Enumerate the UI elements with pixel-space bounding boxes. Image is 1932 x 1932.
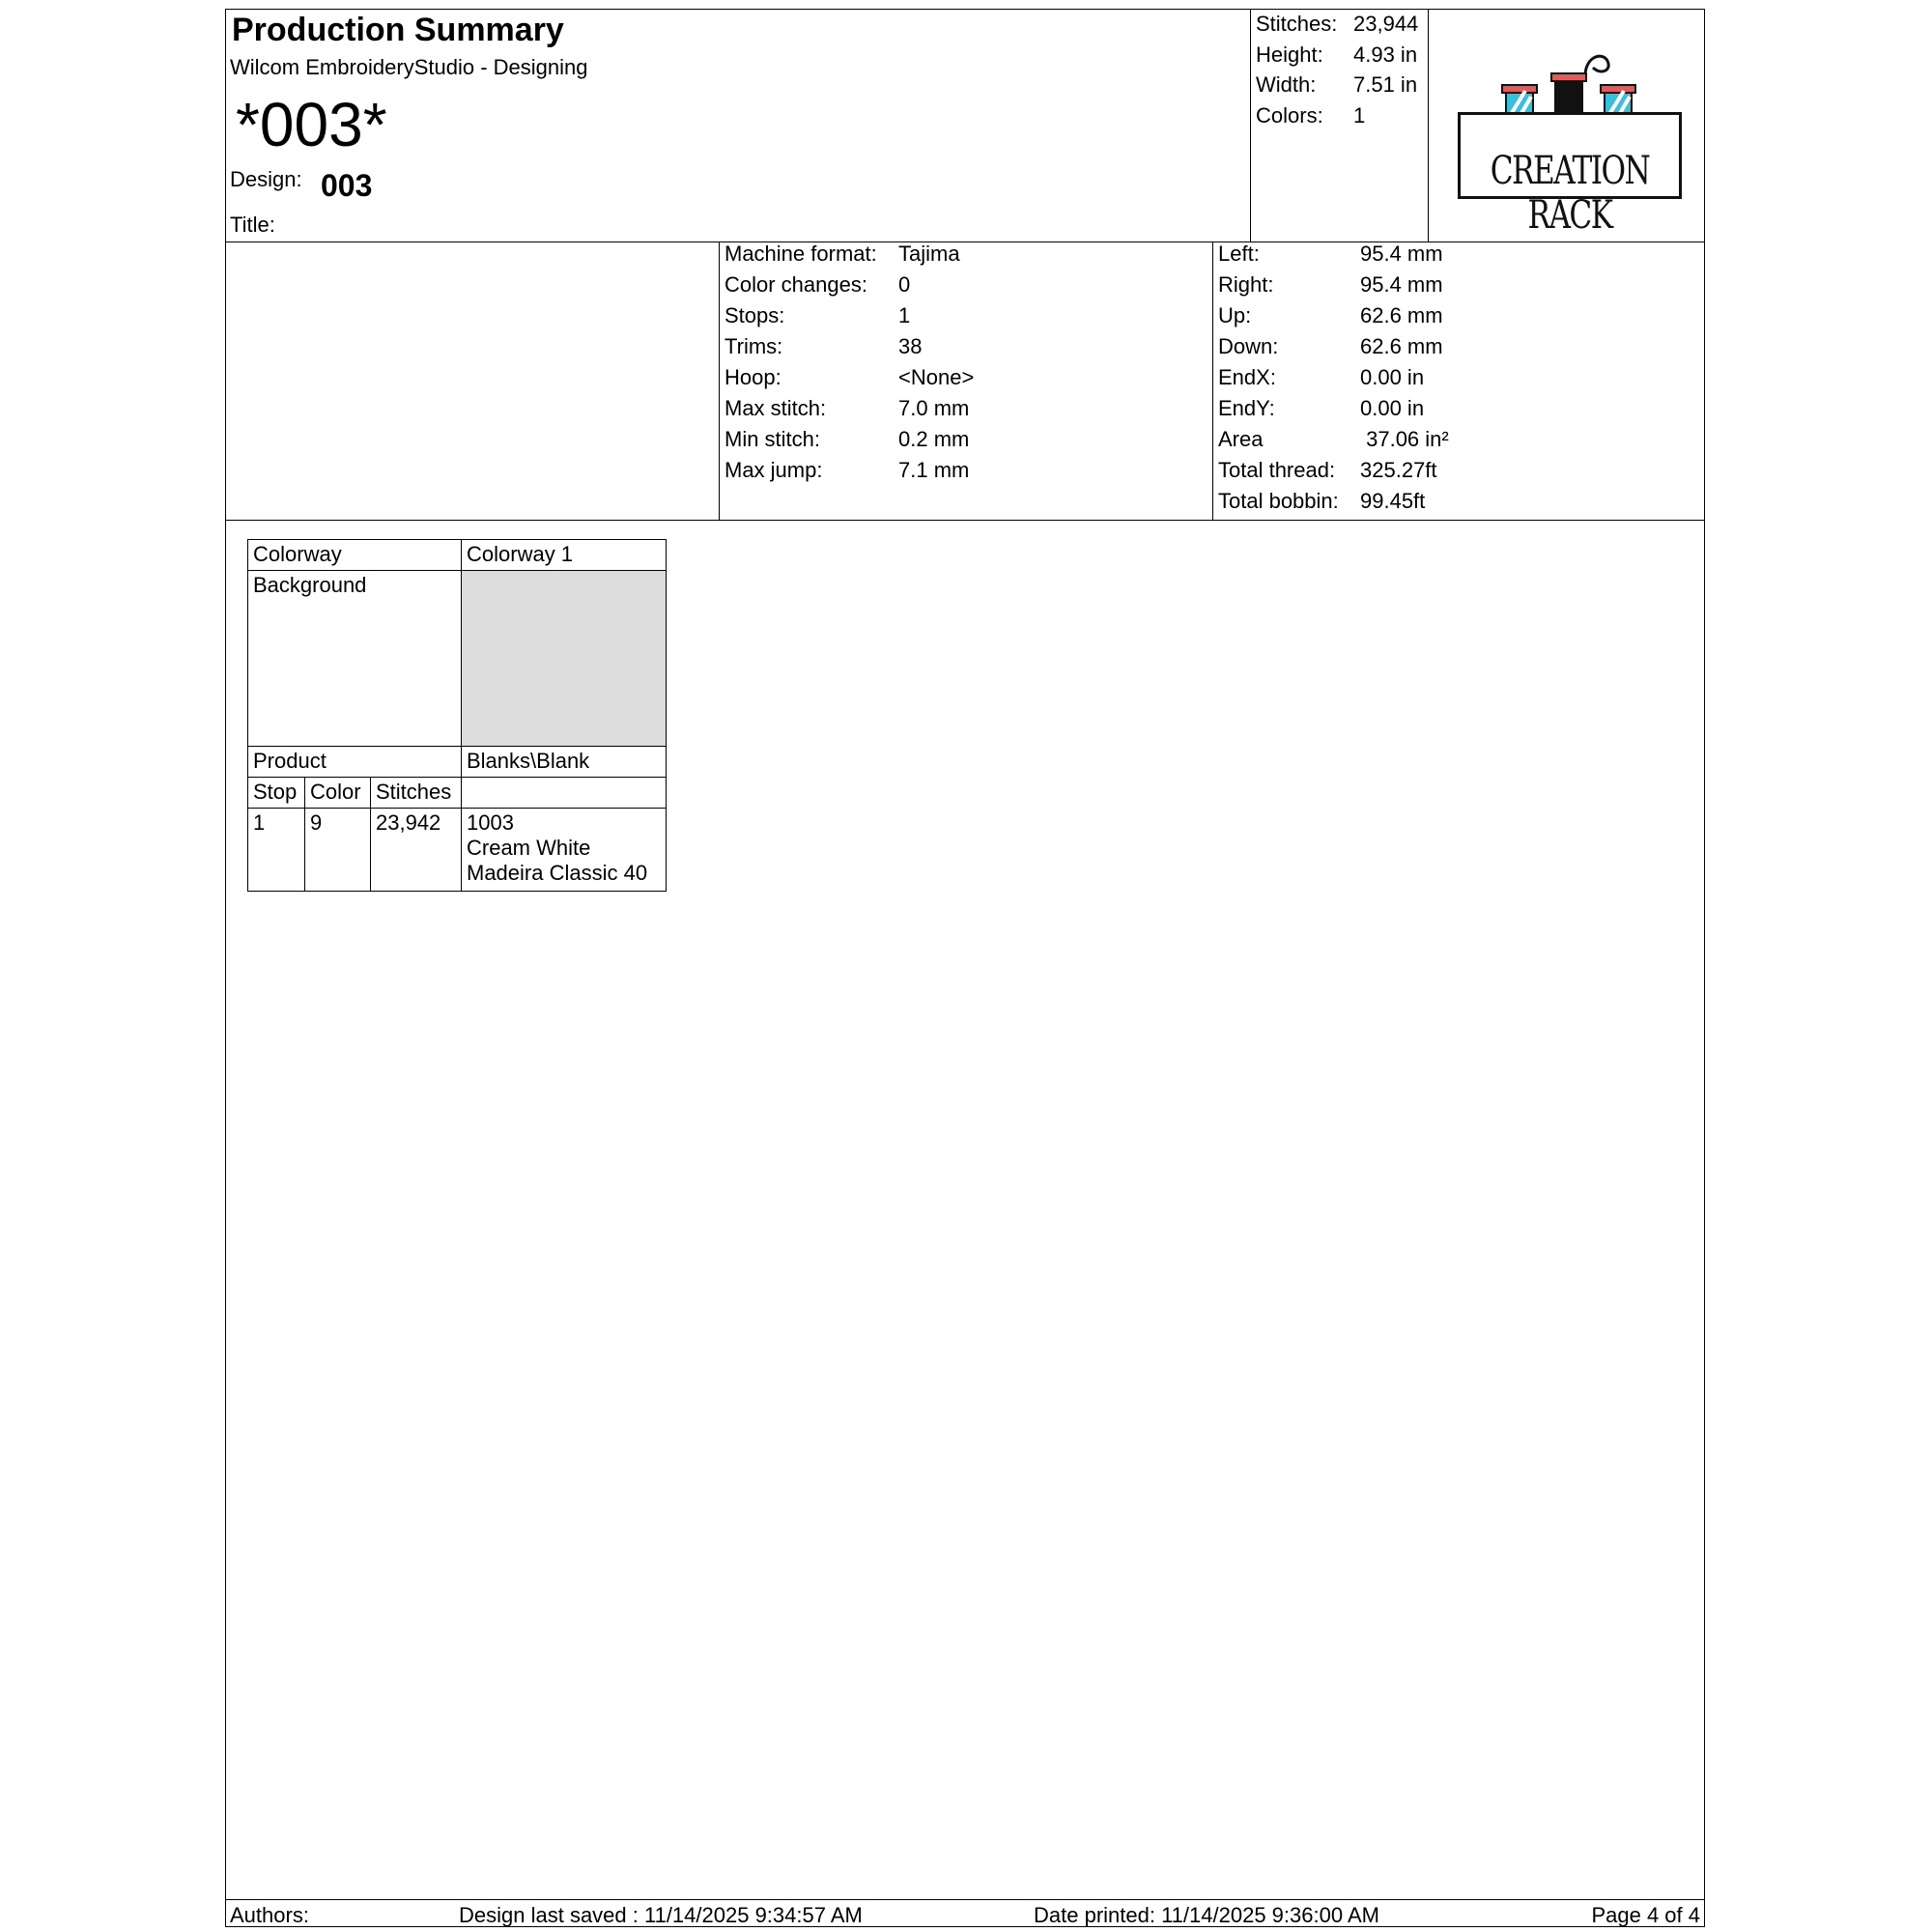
max-stitch-label: Max stitch: bbox=[724, 396, 827, 420]
divider bbox=[719, 242, 720, 520]
logo-text: CREATION RACK bbox=[1490, 149, 1650, 238]
machine-format-value: Tajima bbox=[898, 242, 960, 266]
thread-code: 1003 bbox=[467, 810, 514, 835]
min-stitch-label: Min stitch: bbox=[724, 427, 821, 451]
creation-rack-logo bbox=[1448, 46, 1690, 238]
software-name: Wilcom EmbroideryStudio - Designing bbox=[230, 55, 588, 79]
design-preview bbox=[245, 261, 699, 502]
endy-value: 0.00 in bbox=[1360, 396, 1425, 420]
column-header-color: Color bbox=[305, 778, 371, 809]
right-value: 95.4 mm bbox=[1360, 272, 1443, 297]
endy-label: EndY: bbox=[1218, 396, 1275, 420]
max-jump-value: 7.1 mm bbox=[898, 458, 970, 482]
product-value: Blanks\Blank bbox=[462, 747, 667, 778]
divider bbox=[226, 520, 1704, 521]
max-stitch-value: 7.0 mm bbox=[898, 396, 970, 420]
thread-brand: Madeira Classic 40 bbox=[467, 861, 648, 885]
left-label: Left: bbox=[1218, 242, 1260, 266]
trims-label: Trims: bbox=[724, 334, 783, 358]
footer-divider bbox=[226, 1899, 1704, 1900]
stitches-value: 23,944 bbox=[1353, 12, 1419, 36]
width-value: 7.51 in bbox=[1353, 72, 1418, 97]
date-printed: Date printed: 11/14/2025 9:36:00 AM bbox=[1034, 1903, 1379, 1927]
colors-label: Colors: bbox=[1256, 103, 1323, 128]
up-label: Up: bbox=[1218, 303, 1252, 327]
width-label: Width: bbox=[1256, 72, 1317, 97]
row-stop: 1 bbox=[248, 809, 305, 892]
colors-value: 1 bbox=[1353, 103, 1366, 128]
production-summary-sheet bbox=[225, 9, 1705, 1927]
design-value: 003 bbox=[321, 168, 373, 203]
column-header-stop: Stop bbox=[248, 778, 305, 809]
left-value: 95.4 mm bbox=[1360, 242, 1443, 266]
hoop-value: <None> bbox=[898, 365, 975, 389]
area-value: 37.06 in² bbox=[1360, 427, 1449, 451]
max-jump-label: Max jump: bbox=[724, 458, 823, 482]
trims-value: 38 bbox=[898, 334, 923, 358]
endx-value: 0.00 in bbox=[1360, 365, 1425, 389]
row-color: 9 bbox=[305, 809, 371, 892]
height-label: Height: bbox=[1256, 43, 1323, 67]
stitches-label: Stitches: bbox=[1256, 12, 1338, 36]
background-swatch bbox=[462, 571, 667, 747]
total-bobbin-label: Total bobbin: bbox=[1218, 489, 1339, 513]
row-stitches: 23,942 bbox=[371, 809, 462, 892]
stops-label: Stops: bbox=[724, 303, 785, 327]
product-label: Product bbox=[248, 747, 462, 778]
authors-label: Authors: bbox=[230, 1903, 309, 1927]
page-number: Page 4 of 4 bbox=[1591, 1903, 1700, 1927]
machine-format-label: Machine format: bbox=[724, 242, 877, 266]
total-bobbin-value: 99.45ft bbox=[1360, 489, 1426, 513]
divider bbox=[1212, 242, 1213, 520]
stops-value: 1 bbox=[898, 303, 911, 327]
area-label: Area bbox=[1218, 427, 1264, 451]
total-thread-label: Total thread: bbox=[1218, 458, 1336, 482]
table-row bbox=[248, 809, 667, 892]
right-label: Right: bbox=[1218, 272, 1274, 297]
column-header-thread bbox=[462, 778, 667, 809]
design-code-large: *003* bbox=[236, 90, 387, 159]
thread-name: Cream White bbox=[467, 836, 591, 860]
last-saved: Design last saved : 11/14/2025 9:34:57 AM bbox=[459, 1903, 863, 1927]
row-thread bbox=[462, 809, 667, 892]
colorway-label: Colorway bbox=[248, 540, 462, 571]
divider bbox=[1428, 10, 1429, 242]
total-thread-value: 325.27ft bbox=[1360, 458, 1437, 482]
column-header-stitches: Stitches bbox=[371, 778, 462, 809]
divider bbox=[1250, 10, 1251, 242]
endx-label: EndX: bbox=[1218, 365, 1276, 389]
title-label: Title: bbox=[230, 213, 275, 237]
color-changes-value: 0 bbox=[898, 272, 911, 297]
min-stitch-value: 0.2 mm bbox=[898, 427, 970, 451]
down-label: Down: bbox=[1218, 334, 1279, 358]
background-label: Background bbox=[248, 571, 462, 747]
page-title: Production Summary bbox=[232, 12, 564, 48]
down-value: 62.6 mm bbox=[1360, 334, 1443, 358]
up-value: 62.6 mm bbox=[1360, 303, 1443, 327]
colorway-value: Colorway 1 bbox=[462, 540, 667, 571]
hoop-label: Hoop: bbox=[724, 365, 781, 389]
height-value: 4.93 in bbox=[1353, 43, 1418, 67]
colorway-table bbox=[247, 539, 667, 892]
color-changes-label: Color changes: bbox=[724, 272, 867, 297]
design-label: Design: bbox=[230, 167, 302, 191]
